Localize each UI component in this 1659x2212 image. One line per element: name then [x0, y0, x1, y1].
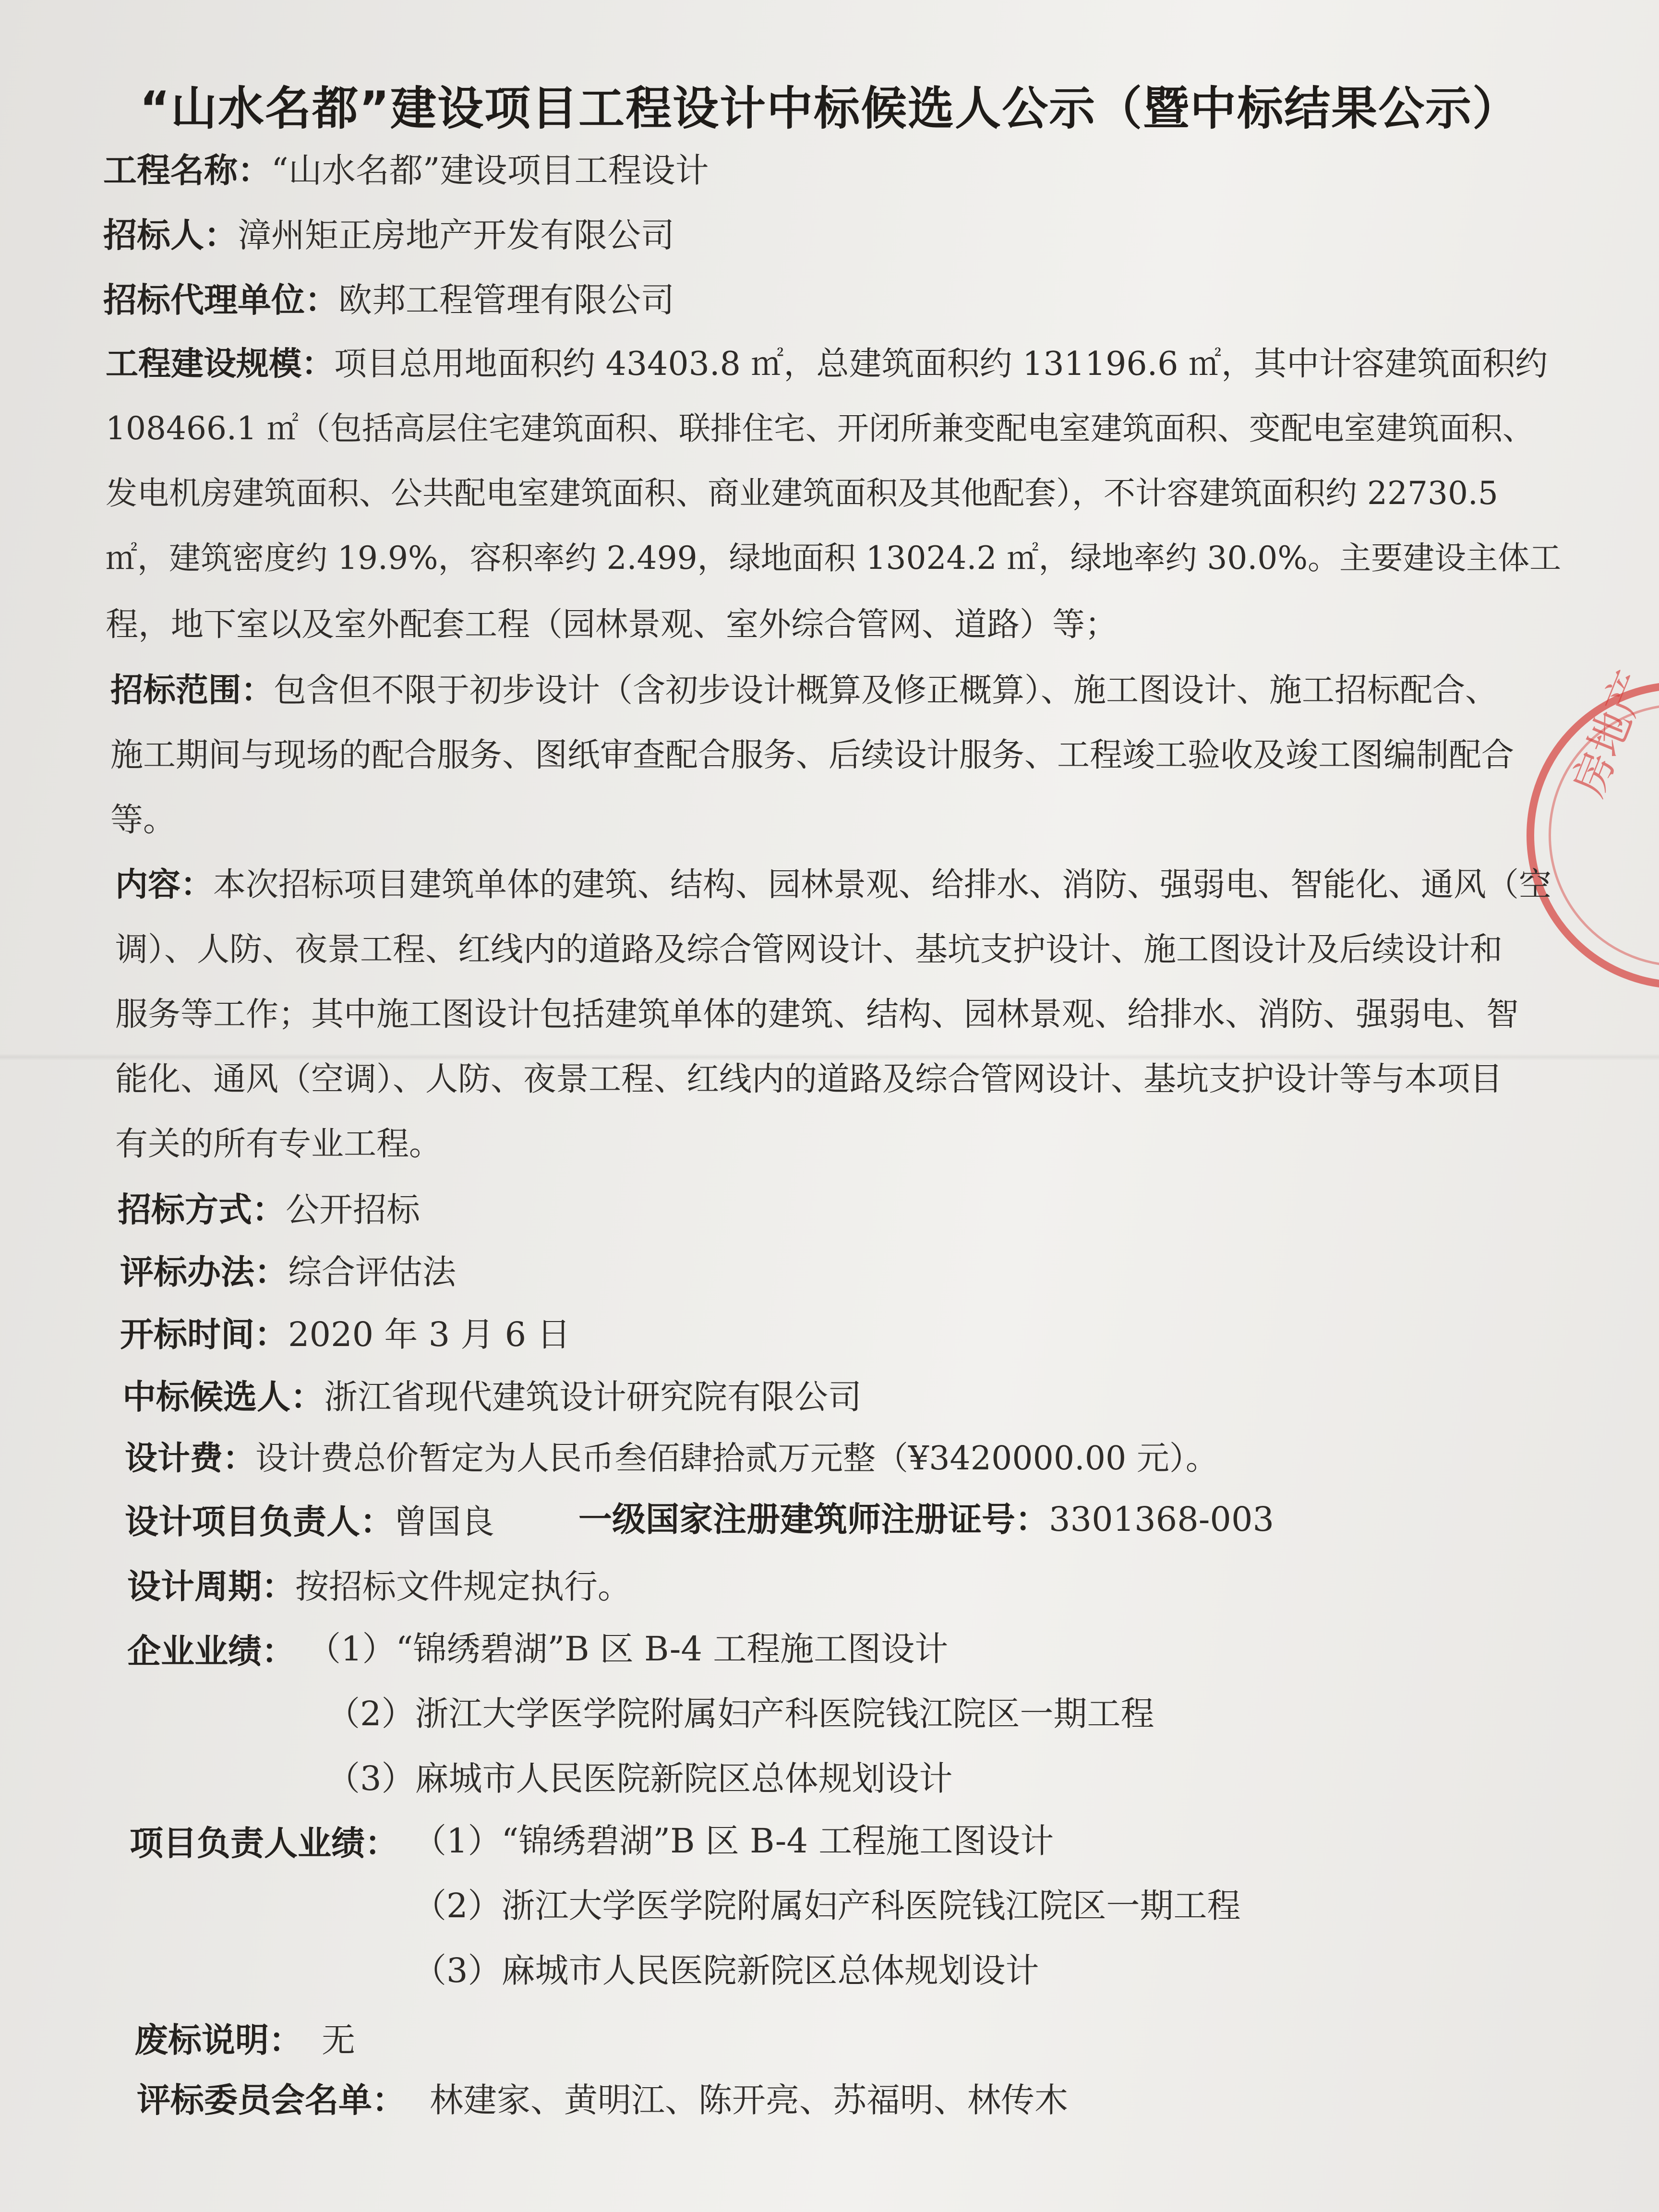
scope-line-1: 包含但不限于初步设计（含初步设计概算及修正概算）、施工图设计、施工招标配合、 — [274, 672, 1498, 709]
evaluation-value: 综合评估法 — [288, 1252, 456, 1292]
seal-text: 房地产 — [1563, 664, 1658, 804]
tenderer-label: 招标人： — [103, 216, 238, 255]
invalid-row — [134, 2020, 355, 2060]
content-line-5: 有关的所有专业工程。 — [115, 1125, 442, 1163]
cert-row — [578, 1500, 1274, 1539]
scale-line-1: 项目总用地面积约 43403.8 ㎡，总建筑面积约 131196.6 ㎡，其中计容建筑面积约 — [334, 345, 1548, 383]
content-line-2: 调）、人防、夜景工程、红线内的道路及综合管网设计、基坑支护设计、施工图设计及后续设计和 — [115, 931, 1503, 969]
fee-value: 设计费总价暂定为人民币叁佰肆拾贰万元整（¥3420000.00 元）。 — [255, 1440, 1218, 1478]
leader-value: 曾国良 — [394, 1502, 494, 1541]
evaluation-row — [120, 1252, 456, 1292]
invalid-value: 无 — [322, 2020, 355, 2060]
scale-line-2: 108466.1 ㎡（包括高层住宅建筑面积、联排住宅、开闭所兼变配电室建筑面积、变配电室建筑面积、 — [106, 410, 1534, 447]
period-value: 按招标文件规定执行。 — [295, 1567, 631, 1606]
scale-label: 工程建设规模： — [106, 345, 335, 383]
company-seal — [1527, 664, 1659, 989]
leader-label: 设计项目负责人： — [125, 1502, 394, 1541]
opening-row — [120, 1315, 571, 1354]
tenderer-row — [103, 216, 674, 255]
leader-perf-item-1: （1）“锦绣碧湖”B 区 B-4 工程施工图设计 — [413, 1821, 1054, 1861]
period-label: 设计周期： — [127, 1567, 295, 1606]
cert-label: 一级国家注册建筑师注册证号： — [578, 1500, 1049, 1539]
committee-label: 评标委员会名单： — [137, 2080, 406, 2120]
company-perf-item-1: （1）“锦绣碧湖”B 区 B-4 工程施工图设计 — [307, 1629, 949, 1669]
scale-line-5: 程，地下室以及室外配套工程（园林景观、室外综合管网、道路）等； — [106, 606, 1118, 644]
scale-line-3: 发电机房建筑面积、公共配电室建筑面积、商业建筑面积及其他配套），不计容建筑面积约 22730.5 — [106, 475, 1498, 512]
content-line-4: 能化、通风（空调）、人防、夜景工程、红线内的道路及综合管网设计、基坑支护设计等与本项目 — [115, 1060, 1503, 1098]
agency-value: 欧邦工程管理有限公司 — [338, 280, 674, 320]
candidate-label: 中标候选人： — [122, 1377, 324, 1417]
candidate-row — [122, 1377, 862, 1417]
opening-value: 2020 年 3 月 6 日 — [288, 1315, 571, 1354]
leader-row — [125, 1502, 494, 1541]
project-name-label: 工程名称： — [103, 151, 271, 190]
committee-row — [137, 2080, 1068, 2120]
project-name-row — [103, 151, 709, 190]
company-perf-label: 企业业绩： — [127, 1632, 295, 1671]
method-label: 招标方式： — [118, 1190, 286, 1229]
fee-row — [125, 1440, 1218, 1478]
content-line-1: 本次招标项目建筑单体的建筑、结构、园林景观、给排水、消防、强弱电、智能化、通风（空 — [213, 866, 1552, 904]
content-line-3: 服务等工作；其中施工图设计包括建筑单体的建筑、结构、园林景观、给排水、消防、强弱电、智 — [115, 996, 1519, 1034]
method-row — [118, 1190, 420, 1229]
page-title: “山水名都”建设项目工程设计中标候选人公示（暨中标结果公示） — [139, 82, 1520, 135]
fee-label: 设计费： — [125, 1440, 256, 1478]
company-perf-item-2: （2）浙江大学医学院附属妇产科医院钱江院区一期工程 — [326, 1694, 1154, 1733]
tenderer-value: 漳州矩正房地产开发有限公司 — [238, 216, 674, 255]
evaluation-label: 评标办法： — [120, 1252, 288, 1292]
committee-value: 林建家、黄明江、陈开亮、苏福明、林传木 — [430, 2080, 1068, 2120]
cert-value: 3301368-003 — [1049, 1500, 1274, 1539]
company-perf-item-3: （3）麻城市人民医院新院区总体规划设计 — [326, 1759, 953, 1798]
content-label: 内容： — [115, 866, 214, 904]
content-row — [115, 866, 1552, 904]
scope-label: 招标范围： — [110, 672, 274, 709]
project-name-value: “山水名都”建设项目工程设计 — [271, 151, 709, 190]
scale-row — [106, 345, 1548, 383]
scope-line-2: 施工期间与现场的配合服务、图纸审查配合服务、后续设计服务、工程竣工验收及竣工图编制配合 — [110, 736, 1515, 774]
invalid-label: 废标说明： — [134, 2020, 302, 2060]
agency-label: 招标代理单位： — [103, 280, 338, 320]
scale-line-4: ㎡，建筑密度约 19.9%，容积率约 2.499，绿地面积 13024.2 ㎡，绿地率约 30.0%。主要建设主体工 — [106, 540, 1562, 577]
agency-row — [103, 280, 674, 320]
leader-perf-item-3: （3）麻城市人民医院新院区总体规划设计 — [413, 1951, 1039, 1990]
leader-perf-item-2: （2）浙江大学医学院附属妇产科医院钱江院区一期工程 — [413, 1886, 1241, 1925]
opening-label: 开标时间： — [120, 1315, 288, 1354]
method-value: 公开招标 — [286, 1190, 420, 1229]
scope-row — [110, 674, 1498, 707]
scope-line-3: 等。 — [110, 801, 176, 839]
candidate-value: 浙江省现代建筑设计研究院有限公司 — [324, 1377, 862, 1417]
period-row — [127, 1567, 631, 1606]
paper-fold — [0, 1054, 1659, 1060]
leader-perf-label: 项目负责人业绩： — [130, 1824, 398, 1863]
